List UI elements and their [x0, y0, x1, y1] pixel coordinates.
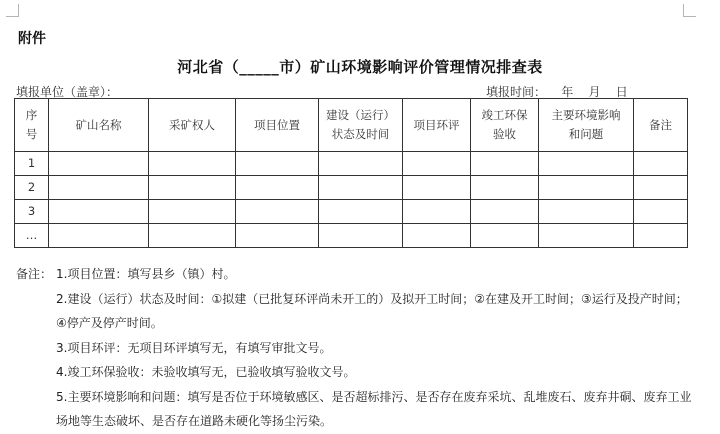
table-cell[interactable]	[149, 200, 236, 224]
table-cell[interactable]	[539, 224, 634, 248]
note-item-2	[16, 287, 696, 336]
table-cell[interactable]	[319, 200, 403, 224]
table-cell[interactable]	[319, 152, 403, 176]
table-row	[15, 224, 688, 248]
column-header-text: 采矿权人	[169, 117, 215, 132]
table-cell[interactable]	[471, 176, 539, 200]
table-cell[interactable]	[149, 152, 236, 176]
column-header-text: 竣工环保	[481, 108, 528, 122]
note-text: 1.项目位置：填写县乡（镇）村。	[56, 267, 236, 281]
column-header	[15, 99, 49, 152]
table-cell[interactable]	[539, 152, 634, 176]
column-header-text: 和问题	[568, 127, 604, 141]
table-cell[interactable]	[236, 176, 319, 200]
table-row	[15, 176, 688, 200]
column-header-text: 项目环评	[413, 117, 460, 132]
table-cell[interactable]	[471, 200, 539, 224]
table-cell[interactable]	[236, 152, 319, 176]
column-header-text: 主要环境影响	[551, 108, 621, 122]
table-cell[interactable]	[236, 200, 319, 224]
column-header-text: 建设（运行）	[326, 108, 395, 122]
table-cell[interactable]	[634, 224, 688, 248]
table-cell[interactable]	[49, 224, 149, 248]
table-cell[interactable]	[539, 176, 634, 200]
table-cell[interactable]	[403, 224, 471, 248]
column-header	[539, 99, 634, 152]
table-row	[15, 152, 688, 176]
table-cell[interactable]	[634, 152, 688, 176]
column-header	[49, 99, 149, 152]
note-item-5	[16, 385, 696, 434]
table-cell[interactable]	[403, 200, 471, 224]
column-header	[149, 99, 236, 152]
column-header-text: 验收	[493, 127, 516, 141]
column-header	[236, 99, 319, 152]
table-cell[interactable]	[539, 200, 634, 224]
row-number-cell: 2	[15, 176, 49, 200]
column-header-text: 状态及时间	[331, 127, 390, 141]
note-text: 2.建设（运行）状态及时间：①拟建（已批复环评尚未开工的）及拟开工时间；②在建及开工时间；③运行及投产时间；④停产及停产时间。	[56, 291, 688, 330]
note-text: 4.竣工环保验收：未验收填写无，已验收填写验收文号。	[56, 365, 356, 379]
table-body	[15, 152, 688, 248]
column-header	[403, 99, 471, 152]
attachment-label: 附件	[18, 31, 46, 47]
note-text: 3.项目环评：无项目环评填写无，有填写审批文号。	[56, 340, 332, 355]
column-header-text: 备注	[649, 117, 672, 132]
table-cell[interactable]	[634, 200, 688, 224]
page-corner-mark-right	[683, 4, 696, 17]
column-header-text: 序	[25, 108, 38, 122]
table-cell[interactable]	[403, 176, 471, 200]
table-cell[interactable]	[236, 224, 319, 248]
note-item-3	[16, 336, 696, 361]
column-header-text: 号	[25, 127, 38, 141]
column-header-text: 矿山名称	[75, 117, 122, 132]
page-corner-mark-left	[6, 4, 19, 17]
table-cell[interactable]	[403, 152, 471, 176]
column-header-text: 项目位置	[254, 117, 300, 132]
survey-table	[14, 98, 688, 248]
table-cell[interactable]	[634, 176, 688, 200]
table-header-row	[15, 99, 688, 152]
column-header	[319, 99, 403, 152]
table-cell[interactable]	[49, 152, 149, 176]
note-item-4	[16, 360, 696, 385]
column-header	[471, 99, 539, 152]
reporting-time-label: 填报时间： 年 月 日	[486, 85, 628, 99]
row-number-cell: …	[15, 224, 49, 248]
row-number-cell: 1	[15, 152, 49, 176]
table-cell[interactable]	[471, 152, 539, 176]
reporting-unit-label: 填报单位（盖章）：	[16, 85, 119, 99]
column-header	[634, 99, 688, 152]
form-title: 河北省（_____市）矿山环境影响评价管理情况排查表	[177, 58, 543, 76]
table-cell[interactable]	[49, 200, 149, 224]
table-cell[interactable]	[49, 176, 149, 200]
table-row	[15, 200, 688, 224]
table-cell[interactable]	[149, 224, 236, 248]
notes-section	[16, 262, 696, 434]
table-cell[interactable]	[149, 176, 236, 200]
note-text: 5.主要环境影响和问题：填写是否位于环境敏感区、是否超标排污、是否存在废弃采坑、乱堆废石、废弃井硐、废弃工业场地等生态破坏、是否存在道路未硬化等扬尘污染。	[56, 389, 692, 428]
note-item-1	[16, 262, 696, 287]
table-cell[interactable]	[319, 176, 403, 200]
row-number-cell: 3	[15, 200, 49, 224]
table-cell[interactable]	[471, 224, 539, 248]
table-cell[interactable]	[319, 224, 403, 248]
notes-prefix: 备注：	[16, 267, 53, 281]
